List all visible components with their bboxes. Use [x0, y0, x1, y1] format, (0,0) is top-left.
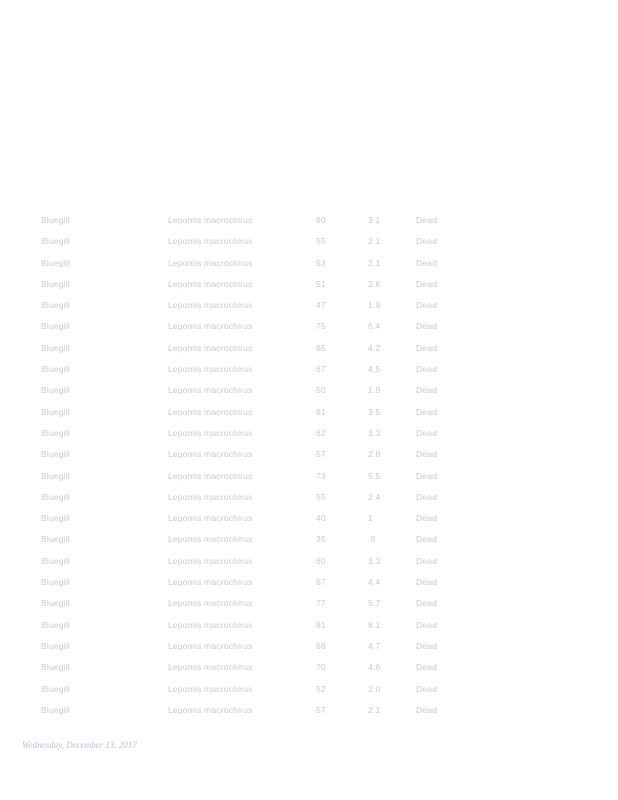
cell-common-name: Bluegill: [41, 449, 71, 460]
cell-length: 57: [316, 704, 326, 715]
cell-common-name: Bluegill: [41, 278, 71, 289]
cell-weight: 4.6: [368, 662, 381, 673]
cell-length: 60: [316, 215, 326, 225]
cell-scientific-name: Lepomis macrochirus: [168, 321, 253, 332]
cell-length: 61: [316, 406, 326, 417]
table-row: [0, 425, 618, 446]
cell-scientific-name: Lepomis macrochirus: [168, 704, 253, 715]
cell-scientific-name: Lepomis macrochirus: [168, 555, 253, 566]
cell-weight: 3.3: [368, 555, 381, 566]
cell-status: Dead: [416, 640, 438, 651]
cell-status: Dead: [416, 406, 438, 417]
footer-date: Wednesday, December 13, 2017: [22, 740, 137, 750]
cell-common-name: Bluegill: [41, 683, 71, 694]
table-row: [0, 446, 618, 467]
cell-length: 65: [316, 342, 326, 353]
cell-status: Dead: [416, 449, 438, 460]
cell-status: Dead: [416, 321, 438, 332]
cell-status: Dead: [416, 619, 438, 630]
cell-common-name: Bluegill: [41, 513, 71, 524]
table-row: [0, 318, 618, 339]
cell-scientific-name: Lepomis macrochirus: [168, 491, 253, 502]
cell-weight: .8: [368, 534, 376, 545]
cell-weight: 1: [368, 513, 373, 524]
cell-common-name: Bluegill: [41, 491, 71, 502]
cell-common-name: Bluegill: [41, 577, 71, 588]
cell-scientific-name: Lepomis macrochirus: [168, 470, 253, 481]
cell-length: 57: [316, 449, 326, 460]
cell-status: Dead: [416, 491, 438, 502]
cell-scientific-name: Lepomis macrochirus: [168, 662, 253, 673]
cell-common-name: Bluegill: [41, 598, 71, 609]
table-row: [0, 617, 618, 638]
cell-status: Dead: [416, 278, 438, 289]
cell-weight: 1.9: [368, 300, 381, 311]
cell-weight: 6.4: [368, 321, 381, 332]
cell-common-name: Bluegill: [41, 385, 71, 396]
table-row: [0, 510, 618, 531]
cell-length: 73: [316, 470, 326, 481]
cell-scientific-name: Lepomis macrochirus: [168, 385, 253, 396]
cell-common-name: Bluegill: [41, 427, 71, 438]
cell-scientific-name: Lepomis macrochirus: [168, 513, 253, 524]
cell-weight: 3.5: [368, 406, 381, 417]
cell-scientific-name: Lepomis macrochirus: [168, 215, 253, 225]
table-row: [0, 340, 618, 361]
cell-length: 55: [316, 491, 326, 502]
cell-scientific-name: Lepomis macrochirus: [168, 342, 253, 353]
cell-common-name: Bluegill: [41, 619, 71, 630]
cell-common-name: Bluegill: [41, 640, 71, 651]
table-row: [0, 638, 618, 659]
cell-status: Dead: [416, 534, 438, 545]
cell-common-name: Bluegill: [41, 342, 71, 353]
cell-length: 50: [316, 385, 326, 396]
cell-common-name: Bluegill: [41, 470, 71, 481]
cell-status: Dead: [416, 300, 438, 311]
cell-scientific-name: Lepomis macrochirus: [168, 406, 253, 417]
cell-length: 47: [316, 300, 326, 311]
cell-length: 52: [316, 683, 326, 694]
cell-weight: 3.1: [368, 215, 381, 225]
cell-weight: 5.7: [368, 598, 381, 609]
cell-length: 77: [316, 598, 326, 609]
cell-common-name: Bluegill: [41, 406, 71, 417]
cell-scientific-name: Lepomis macrochirus: [168, 257, 253, 268]
cell-status: Dead: [416, 577, 438, 588]
cell-length: 70: [316, 662, 326, 673]
table-row: [0, 404, 618, 425]
cell-scientific-name: Lepomis macrochirus: [168, 427, 253, 438]
cell-status: Dead: [416, 215, 438, 225]
cell-length: 62: [316, 427, 326, 438]
cell-scientific-name: Lepomis macrochirus: [168, 640, 253, 651]
cell-weight: 4.7: [368, 640, 381, 651]
table-row: [0, 553, 618, 574]
cell-common-name: Bluegill: [41, 704, 71, 715]
cell-length: 81: [316, 619, 326, 630]
cell-length: 60: [316, 555, 326, 566]
cell-length: 35: [316, 534, 326, 545]
cell-length: 67: [316, 364, 326, 375]
cell-status: Dead: [416, 513, 438, 524]
cell-status: Dead: [416, 342, 438, 353]
cell-common-name: Bluegill: [41, 257, 71, 268]
cell-status: Dead: [416, 427, 438, 438]
cell-common-name: Bluegill: [41, 364, 71, 375]
table-row: [0, 233, 618, 254]
cell-weight: 3.3: [368, 427, 381, 438]
cell-common-name: Bluegill: [41, 555, 71, 566]
cell-weight: 2.0: [368, 683, 381, 694]
table-row: [0, 681, 618, 702]
cell-weight: 1.9: [368, 385, 381, 396]
cell-length: 75: [316, 321, 326, 332]
cell-weight: 2.6: [368, 278, 381, 289]
cell-status: Dead: [416, 470, 438, 481]
cell-common-name: Bluegill: [41, 236, 71, 247]
table-row: [0, 212, 618, 233]
cell-length: 40: [316, 513, 326, 524]
table-row: [0, 574, 618, 595]
cell-scientific-name: Lepomis macrochirus: [168, 364, 253, 375]
cell-scientific-name: Lepomis macrochirus: [168, 534, 253, 545]
cell-status: Dead: [416, 704, 438, 715]
cell-length: 53: [316, 257, 326, 268]
table-row: [0, 595, 618, 616]
cell-weight: 2.4: [368, 491, 381, 502]
table-row: [0, 702, 618, 723]
table-row: [0, 255, 618, 276]
cell-scientific-name: Lepomis macrochirus: [168, 449, 253, 460]
cell-scientific-name: Lepomis macrochirus: [168, 598, 253, 609]
table-row: [0, 361, 618, 382]
cell-weight: 2.1: [368, 257, 381, 268]
cell-status: Dead: [416, 236, 438, 247]
cell-weight: 4.2: [368, 342, 381, 353]
cell-scientific-name: Lepomis macrochirus: [168, 278, 253, 289]
table-row: [0, 489, 618, 510]
cell-common-name: Bluegill: [41, 662, 71, 673]
cell-weight: 2.1: [368, 236, 381, 247]
cell-weight: 2.8: [368, 449, 381, 460]
cell-status: Dead: [416, 257, 438, 268]
table-row: [0, 659, 618, 680]
cell-status: Dead: [416, 364, 438, 375]
table-row: [0, 382, 618, 403]
cell-scientific-name: Lepomis macrochirus: [168, 236, 253, 247]
table-row: [0, 468, 618, 489]
cell-scientific-name: Lepomis macrochirus: [168, 683, 253, 694]
cell-weight: 4.5: [368, 364, 381, 375]
cell-scientific-name: Lepomis macrochirus: [168, 300, 253, 311]
cell-common-name: Bluegill: [41, 321, 71, 332]
fish-data-table: [0, 212, 618, 723]
cell-status: Dead: [416, 662, 438, 673]
cell-status: Dead: [416, 683, 438, 694]
cell-weight: 2.1: [368, 704, 381, 715]
cell-common-name: Bluegill: [41, 215, 71, 225]
cell-length: 55: [316, 236, 326, 247]
table-row: [0, 297, 618, 318]
cell-length: 51: [316, 278, 326, 289]
table-row: [0, 276, 618, 297]
cell-scientific-name: Lepomis macrochirus: [168, 577, 253, 588]
cell-status: Dead: [416, 598, 438, 609]
table-row: [0, 531, 618, 552]
cell-common-name: Bluegill: [41, 534, 71, 545]
cell-weight: 8.1: [368, 619, 381, 630]
cell-scientific-name: Lepomis macrochirus: [168, 619, 253, 630]
cell-status: Dead: [416, 385, 438, 396]
cell-weight: 5.5: [368, 470, 381, 481]
cell-weight: 4.4: [368, 577, 381, 588]
cell-length: 68: [316, 640, 326, 651]
cell-length: 67: [316, 577, 326, 588]
cell-status: Dead: [416, 555, 438, 566]
cell-common-name: Bluegill: [41, 300, 71, 311]
